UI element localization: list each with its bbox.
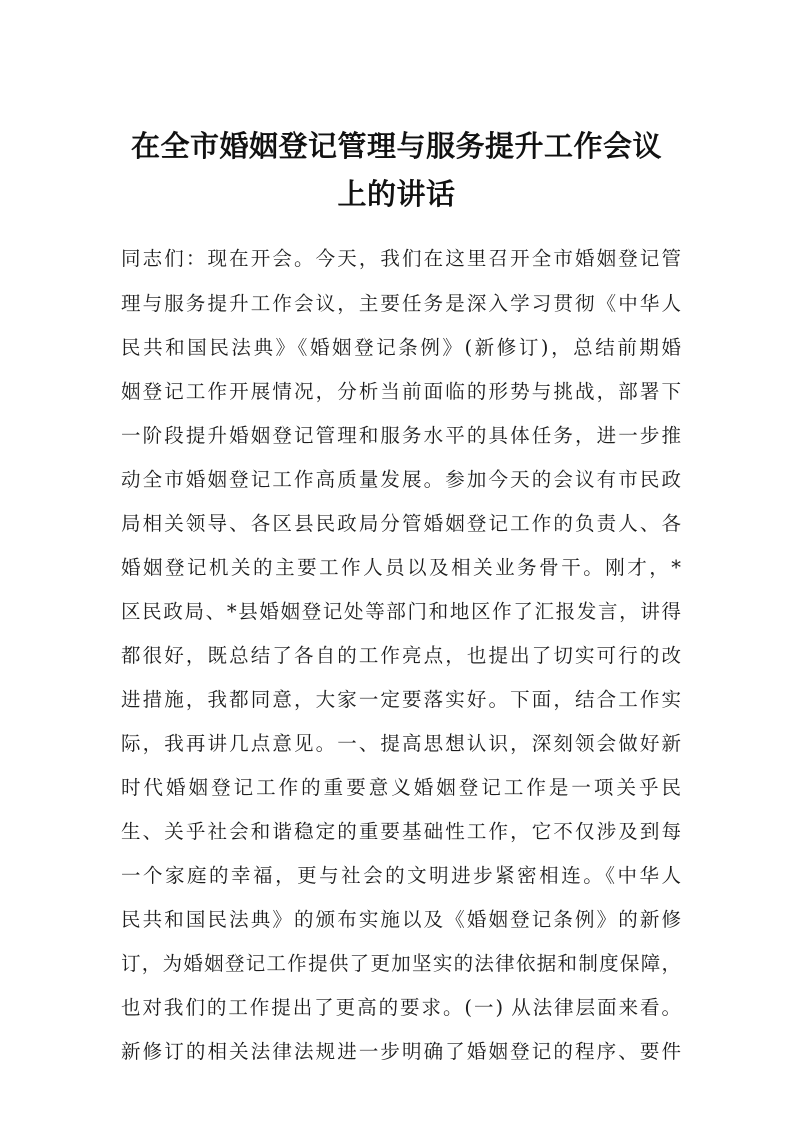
body-text-line: 都很好，既总结了各自的工作亮点，也提出了切实可行的改: [121, 644, 681, 667]
body-text-line: 际，我再讲几点意见。一、提高思想认识，深刻领会做好新: [121, 732, 681, 755]
body-text-line: 民共和国民法典》《婚姻登记条例》(新修订)，总结前期婚: [121, 336, 681, 359]
body-text-line: 同志们：现在开会。今天，我们在这里召开全市婚姻登记管: [121, 247, 681, 270]
body-text-line: 姻登记工作开展情况，分析当前面临的形势与挑战，部署下: [121, 380, 681, 403]
body-text-line: 动全市婚姻登记工作高质量发展。参加今天的会议有市民政: [121, 468, 681, 491]
body-text-line: 一阶段提升婚姻登记管理和服务水平的具体任务，进一步推: [121, 424, 681, 447]
body-text-line: 新修订的相关法律法规进一步明确了婚姻登记的程序、要件: [121, 1040, 681, 1063]
body-text-line: 局相关领导、各区县民政局分管婚姻登记工作的负责人、各: [121, 512, 681, 535]
body-text-line: 时代婚姻登记工作的重要意义婚姻登记工作是一项关乎民: [121, 776, 681, 799]
body-text-line: 生、关乎社会和谐稳定的重要基础性工作，它不仅涉及到每: [121, 820, 681, 843]
body-text-line: 理与服务提升工作会议，主要任务是深入学习贯彻《中华人: [121, 292, 681, 315]
body-text-line: 订，为婚姻登记工作提供了更加坚实的法律依据和制度保障，: [121, 952, 681, 975]
body-text-line: 区民政局、*县婚姻登记处等部门和地区作了汇报发言，讲得: [121, 600, 681, 623]
body-text-line: 进措施，我都同意，大家一定要落实好。下面，结合工作实: [121, 688, 681, 711]
body-text-line: 一个家庭的幸福，更与社会的文明进步紧密相连。《中华人: [121, 864, 681, 887]
body-text-line: 婚姻登记机关的主要工作人员以及相关业务骨干。刚才，*: [121, 556, 681, 579]
body-text-line: 也对我们的工作提出了更高的要求。(一) 从法律层面来看。: [121, 996, 681, 1019]
document-title-line-1: 在全市婚姻登记管理与服务提升工作会议: [130, 129, 662, 163]
body-text-line: 民共和国民法典》的颁布实施以及《婚姻登记条例》的新修: [121, 908, 681, 931]
document-title-line-2: 上的讲话: [337, 177, 456, 211]
